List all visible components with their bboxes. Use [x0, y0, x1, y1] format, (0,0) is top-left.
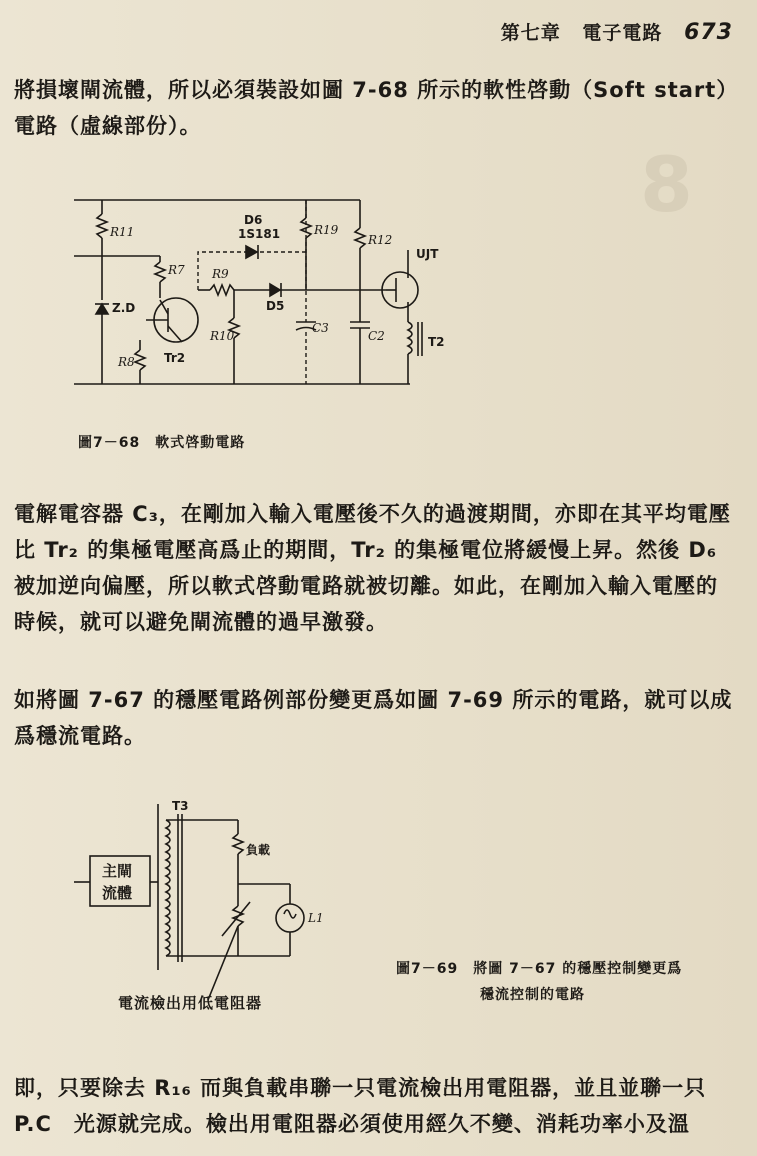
- paragraph-3: 如將圖 7-67 的穩壓電路例部份變更爲如圖 7-69 所示的電路，就可以成爲穩流電路。: [14, 688, 733, 748]
- d5-label: D5: [266, 299, 285, 313]
- r12-label: R12: [368, 233, 393, 247]
- tr2-label: Tr2: [164, 351, 186, 365]
- page-number: 673: [684, 20, 733, 45]
- r7-label: R7: [168, 263, 185, 277]
- paragraph-2: 電解電容器 C₃，在剛加入輸入電壓後不久的過渡期間，亦即在其平均電壓比 Tr₂ 的集極電壓高爲止的期間，Tr₂ 的集極電位將緩慢上昇。然後 D₆ 被加逆向偏壓，所以軟式啓動電路就被切離。如此，在剛加入輸入電壓的時候，就可以避免閘流體的過早激發。: [14, 502, 731, 634]
- sense-resistor-label: 電流檢出用低電阻器: [118, 994, 263, 1012]
- figure-7-69-caption-line1: 圖7－69 將圖 7－67 的穩壓控制變更爲: [396, 961, 683, 977]
- figure-7-68-caption: 圖7－68 軟式啓動電路: [78, 435, 246, 451]
- t2-label: T2: [428, 335, 445, 349]
- r9-label: R9: [212, 267, 229, 281]
- load-label: 負載: [246, 843, 271, 857]
- c2-label: C2: [368, 329, 385, 343]
- c3-label: C3: [312, 321, 329, 335]
- t3-label: T3: [172, 799, 189, 813]
- r19-label: R19: [314, 223, 339, 237]
- ujt-label: UJT: [416, 247, 439, 261]
- page-header: [487, 18, 733, 45]
- d6-part-label: 1S181: [238, 227, 281, 241]
- r10-label: R10: [210, 329, 235, 343]
- l1-label: L1: [308, 911, 324, 925]
- paragraph-1: 將損壞閘流體，所以必須裝設如圖 7-68 所示的軟性啓動（Soft start）電路（虛線部份）。: [14, 78, 728, 138]
- figure-7-69-circuit: [74, 794, 334, 1016]
- bleed-through-mark: 8: [640, 140, 693, 229]
- figure-7-68-circuit: [60, 190, 450, 390]
- r11-label: R11: [110, 225, 135, 239]
- paragraph-4: 即，只要除去 R₁₆ 而與負載串聯一只電流檢出用電阻器，並且並聯一只 P.C 光源就完成。檢出用電阻器必須使用經久不變、消耗功率小及溫: [14, 1076, 707, 1136]
- r8-label: R8: [118, 355, 135, 369]
- d6-label: D6: [244, 213, 263, 227]
- thyristor-label-1: 主閘: [102, 862, 133, 880]
- thyristor-label-2: 流體: [102, 884, 133, 902]
- zd-label: Z.D: [112, 301, 136, 315]
- chapter-label: 第七章: [500, 22, 561, 44]
- chapter-title: 電子電路: [582, 22, 663, 44]
- figure-7-69-caption-line2: 穩流控制的電路: [480, 987, 585, 1003]
